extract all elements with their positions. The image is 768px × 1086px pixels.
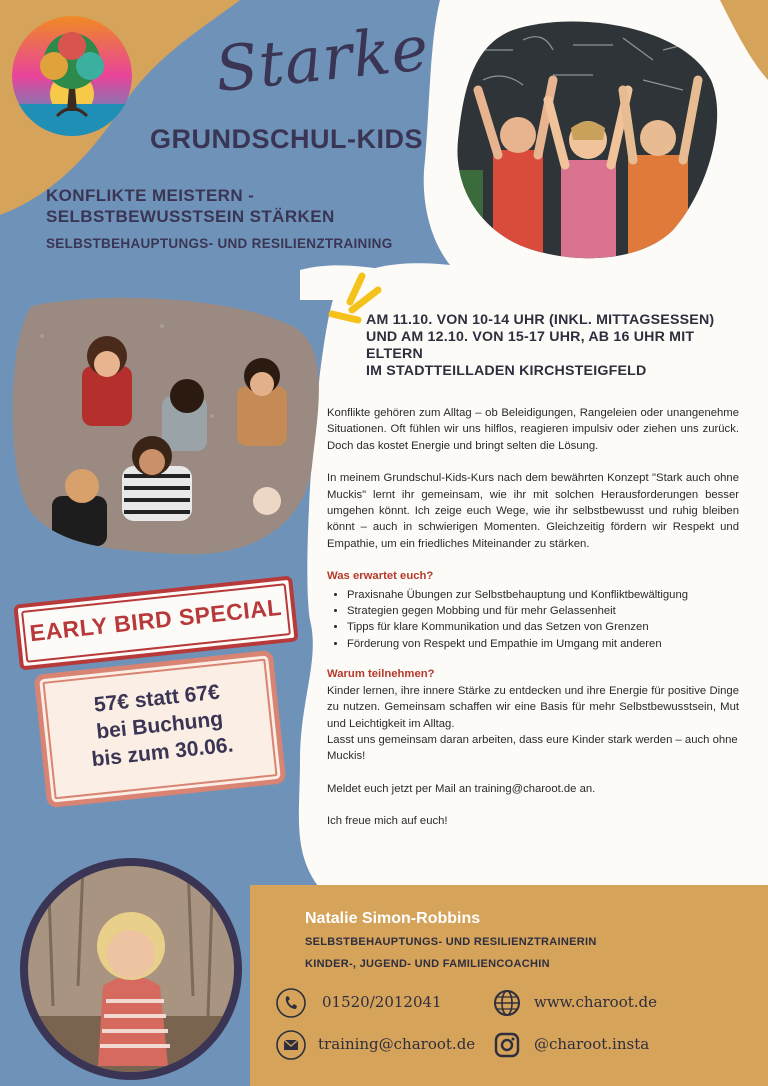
training-type: SELBSTBEHAUPTUNGS- UND RESILIENZTRAINING <box>46 236 393 251</box>
event-location: IM STADTTEILLADEN KIRCHSTEIGFELD <box>366 363 647 379</box>
list-item: • Praxisnahe Übungen zur Selbstbehauptung und Konfliktbewältigung <box>347 587 739 603</box>
list-item: • Tipps für klare Kommunikation und das Setzen von Grenzen <box>347 619 739 635</box>
subtitle-line-2: SELBSTBEWUSSTSEIN STÄRKEN <box>46 207 335 226</box>
website-link[interactable]: www.charoot.de <box>534 993 658 1011</box>
expect-list <box>327 587 739 653</box>
stamp-text: EARLY BIRD SPECIAL <box>28 593 283 647</box>
deadline-line: bis zum 30.06. <box>90 733 235 772</box>
kids-chalkboard-photo <box>453 20 721 260</box>
event-line-1: AM 11.10. VON 10-14 UHR (INKL. MITTAGSESSEN) <box>366 312 715 328</box>
trainer-portrait <box>20 858 242 1080</box>
event-dates <box>366 312 746 380</box>
intro-paragraph: Konflikte gehören zum Alltag – ob Beleidigungen, Rangeleien oder unangenehme Situationen. Oft fühlen wir uns hilflos, reagieren impulsiv oder ziehen uns zurück. Doch das kostet Energie und bringt selten die Lösung. <box>327 407 739 452</box>
email-link[interactable]: training@charoot.de <box>318 1035 476 1053</box>
trainer-name: Natalie Simon-Robbins <box>305 910 481 927</box>
contact-line: Meldet euch jetzt per Mail an training@charoot.de an. <box>327 782 596 795</box>
subtitle-line-1: KONFLIKTE MEISTERN - <box>46 186 255 205</box>
instagram-icon <box>492 1030 522 1064</box>
mail-icon <box>276 1030 306 1064</box>
why-heading: Warum teilnehmen? <box>327 668 435 681</box>
course-paragraph: In meinem Grundschul-Kids-Kurs nach dem bewährten Konzept "Stark auch ohne Muckis" lernt ihr gemeinsam, wie ihr mit solchen Herausforderungen besser umgehen könnt. Ich zeige euch Wege, wie ihr selbstbewusst und ruhig bleiben könnt – auch in schwierigen Momenten. Gleichzeitig fördern wir Respekt und Empathie, um ein friedliches Miteinander zu stärken. <box>327 472 739 550</box>
price-line: 57€ statt 67€ <box>92 680 221 717</box>
phone-number[interactable]: 01520/2012041 <box>322 993 442 1011</box>
trainer-role-1: SELBSTBEHAUPTUNGS- UND RESILIENZTRAINERIN <box>305 936 597 948</box>
phone-icon <box>276 988 306 1022</box>
main-title: GRUNDSCHUL-KIDS <box>150 124 423 154</box>
list-item: • Strategien gegen Mobbing und für mehr Gelassenheit <box>347 603 739 619</box>
event-line-2: UND AM 12.10. VON 15-17 UHR, AB 16 UHR MIT <box>366 329 695 345</box>
subtitle <box>46 185 426 227</box>
course-description <box>327 405 739 830</box>
why-text-2: Lasst uns gemeinsam daran arbeiten, dass eure Kinder stark werden – auch ohne Muckis! <box>327 733 738 763</box>
booking-line: bei Buchung <box>95 707 225 744</box>
script-title: Starke <box>211 11 433 106</box>
trainer-role-2: KINDER-, JUGEND- UND FAMILIENCOACHIN <box>305 958 550 970</box>
globe-icon <box>492 988 522 1022</box>
why-text: Kinder lernen, ihre innere Stärke zu entdecken und ihre Energie für positive Dinge zu nutzen. Gemeinsam schaffen wir eine Basis für mehr Selbstbewusstsein, Mut und Leichtigkeit im Alltag. <box>327 684 739 730</box>
instagram-handle[interactable]: @charoot.insta <box>534 1035 650 1053</box>
event-line-3: ELTERN <box>366 346 423 362</box>
ticket-text <box>41 673 278 778</box>
price-ticket <box>34 650 287 808</box>
tree-of-life-logo <box>12 16 132 136</box>
closing-line: Ich freue mich auf euch! <box>327 815 448 828</box>
kids-looking-up-photo <box>12 296 322 558</box>
expect-heading: Was erwartet euch? <box>327 570 434 583</box>
list-item: • Förderung von Respekt und Empathie im Umgang mit anderen <box>347 636 739 652</box>
